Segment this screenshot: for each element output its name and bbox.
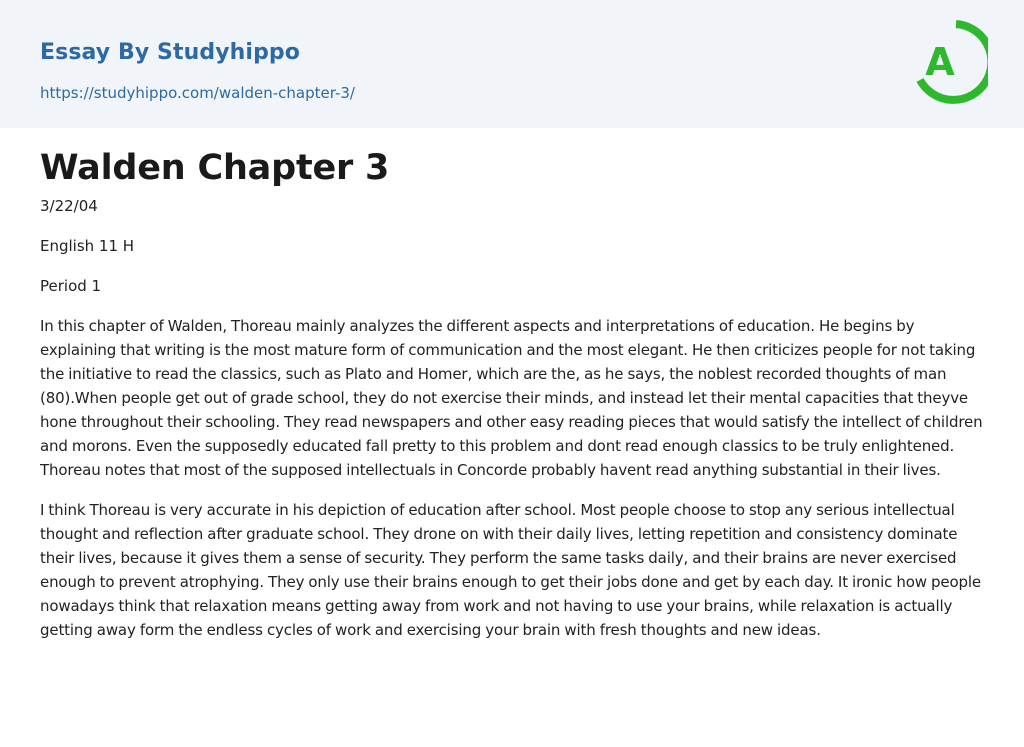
site-header	[0, 0, 1024, 128]
site-brand[interactable]: Essay By Studyhippo	[40, 40, 300, 65]
logo-letter: A	[925, 40, 955, 84]
essay-period: Period 1	[40, 277, 102, 295]
essay-paragraph-1: In this chapter of Walden, Thoreau mainly analyzes the different aspects and interpretations of education. He begins by explaining that writing is the most mature form of communication and the most elegant. He then criticizes people for not taking the initiative to read the classics, such as Plato and Homer, which are the, as he says, the noblest recorded thoughts of man (80).When people get out of grade school, they do not exercise their minds, and instead let their mental capacities that theyve hone throughout their schooling. They read newspapers and other easy reading pieces that would satisfy the intellect of children and morons. Even the supposedly educated fall pretty to this problem and dont read enough classics to be truly enlightened. Thoreau notes that most of the supposed intellectuals in Concorde probably havent read anything substantial in their lives.	[40, 317, 983, 479]
essay-date: 3/22/04	[40, 197, 98, 215]
essay-paragraph-2: I think Thoreau is very accurate in his depiction of education after school. Most people choose to stop any serious intellectual thought and reflection after graduate school. They drone on with their daily lives, letting repetition and consistency dominate their lives, because it gives them a sense of security. They perform the same tasks daily, and their brains are never exercised enough to prevent atrophying. They only use their brains enough to get their jobs done and get by each day. It ironic how people nowadays think that relaxation means getting away from work and not having to use your brains, while relaxation is actually getting away form the endless cycles of work and exercising your brain with fresh thoughts and new ideas.	[40, 501, 981, 639]
studyhippo-logo-icon[interactable]	[912, 18, 988, 106]
page-title: Walden Chapter 3	[40, 148, 390, 188]
article	[40, 146, 984, 642]
page-url-link[interactable]: https://studyhippo.com/walden-chapter-3/	[40, 84, 355, 102]
essay-course: English 11 H	[40, 237, 135, 255]
